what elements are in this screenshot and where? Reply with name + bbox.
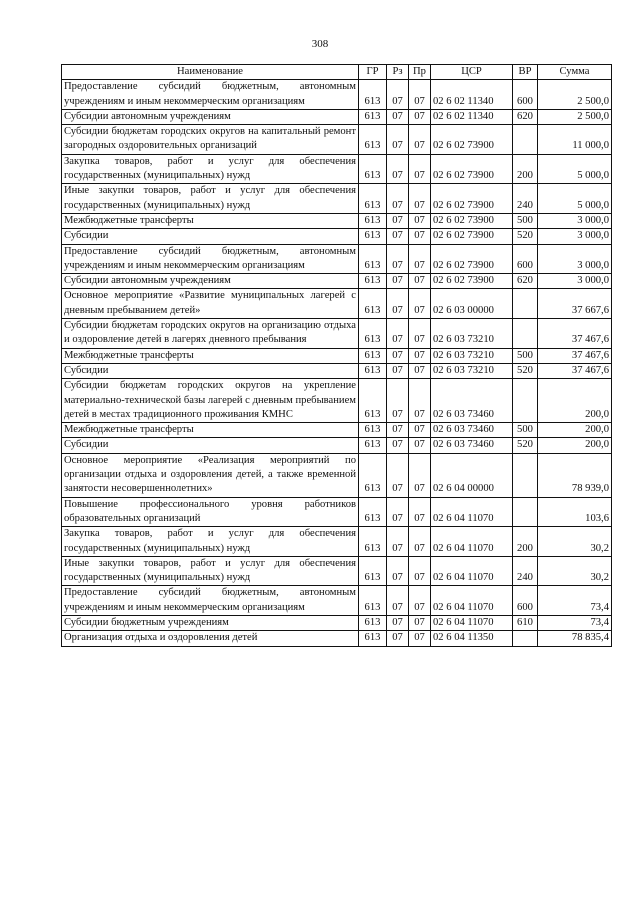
cell-sum: 30,2 (538, 556, 612, 586)
cell-name: Предоставление субсидий бюджетным, автономным учреждениям и иным некоммерческим организациям (62, 244, 359, 274)
cell-rz: 07 (387, 631, 409, 646)
cell-pr: 07 (409, 229, 431, 244)
cell-gr: 613 (359, 556, 387, 586)
cell-csr: 02 6 04 11070 (431, 527, 513, 557)
cell-rz: 07 (387, 556, 409, 586)
cell-pr: 07 (409, 615, 431, 630)
cell-name: Субсидии бюджетам городских округов на капитальный ремонт загородных оздоровительных организаций (62, 125, 359, 155)
table-row (62, 213, 612, 228)
cell-name: Основное мероприятие «Реализация мероприятий по организации отдыха и оздоровления детей, а также временной занятости несовершеннолетних» (62, 453, 359, 497)
cell-sum: 30,2 (538, 527, 612, 557)
cell-csr: 02 6 04 11350 (431, 631, 513, 646)
cell-name: Субсидии автономным учреждениям (62, 274, 359, 289)
table-row (62, 274, 612, 289)
cell-sum: 5 000,0 (538, 154, 612, 184)
cell-vr (513, 125, 538, 155)
cell-sum: 2 500,0 (538, 80, 612, 110)
page-number: 308 (311, 38, 329, 50)
cell-vr: 500 (513, 423, 538, 438)
cell-pr: 07 (409, 348, 431, 363)
cell-gr: 613 (359, 631, 387, 646)
cell-name: Повышение профессионального уровня работников образовательных организаций (62, 497, 359, 527)
cell-rz: 07 (387, 527, 409, 557)
cell-pr: 07 (409, 125, 431, 155)
cell-csr: 02 6 04 11070 (431, 556, 513, 586)
cell-pr: 07 (409, 363, 431, 378)
table-row (62, 423, 612, 438)
cell-name: Межбюджетные трансферты (62, 213, 359, 228)
cell-sum: 3 000,0 (538, 244, 612, 274)
header-vr: ВР (513, 65, 538, 80)
cell-rz: 07 (387, 125, 409, 155)
cell-csr: 02 6 03 00000 (431, 289, 513, 319)
cell-pr: 07 (409, 438, 431, 453)
cell-vr: 600 (513, 80, 538, 110)
cell-vr: 600 (513, 244, 538, 274)
cell-vr: 600 (513, 586, 538, 616)
cell-gr: 613 (359, 125, 387, 155)
table-row (62, 125, 612, 155)
cell-vr: 520 (513, 229, 538, 244)
cell-pr: 07 (409, 109, 431, 124)
cell-csr: 02 6 03 73460 (431, 379, 513, 423)
header-rz: Рз (387, 65, 409, 80)
cell-vr: 620 (513, 109, 538, 124)
cell-gr: 613 (359, 438, 387, 453)
cell-vr: 520 (513, 438, 538, 453)
cell-rz: 07 (387, 184, 409, 214)
table-row (62, 556, 612, 586)
table-row (62, 631, 612, 646)
cell-sum: 3 000,0 (538, 229, 612, 244)
cell-pr: 07 (409, 453, 431, 497)
cell-vr (513, 379, 538, 423)
cell-vr (513, 453, 538, 497)
table-row (62, 363, 612, 378)
table-row (62, 527, 612, 557)
table-row (62, 229, 612, 244)
cell-vr (513, 319, 538, 349)
cell-vr: 500 (513, 213, 538, 228)
cell-pr: 07 (409, 586, 431, 616)
cell-rz: 07 (387, 379, 409, 423)
cell-vr: 200 (513, 527, 538, 557)
table-row (62, 348, 612, 363)
cell-pr: 07 (409, 244, 431, 274)
cell-rz: 07 (387, 438, 409, 453)
cell-sum: 37 467,6 (538, 319, 612, 349)
header-gr: ГР (359, 65, 387, 80)
cell-csr: 02 6 02 73900 (431, 125, 513, 155)
cell-rz: 07 (387, 109, 409, 124)
table-row (62, 244, 612, 274)
table-row (62, 154, 612, 184)
cell-csr: 02 6 03 73210 (431, 319, 513, 349)
cell-gr: 613 (359, 319, 387, 349)
cell-name: Предоставление субсидий бюджетным, автономным учреждениям и иным некоммерческим организациям (62, 80, 359, 110)
cell-gr: 613 (359, 586, 387, 616)
table-row (62, 319, 612, 349)
cell-sum: 78 939,0 (538, 453, 612, 497)
cell-name: Субсидии бюджетам городских округов на организацию отдыха и оздоровление детей в лагерях дневного пребывания (62, 319, 359, 349)
header-name: Наименование (62, 65, 359, 80)
header-pr: Пр (409, 65, 431, 80)
table-row (62, 586, 612, 616)
cell-csr: 02 6 02 73900 (431, 244, 513, 274)
cell-csr: 02 6 03 73210 (431, 363, 513, 378)
cell-csr: 02 6 02 73900 (431, 213, 513, 228)
cell-gr: 613 (359, 527, 387, 557)
cell-pr: 07 (409, 80, 431, 110)
cell-gr: 613 (359, 80, 387, 110)
cell-csr: 02 6 03 73210 (431, 348, 513, 363)
cell-rz: 07 (387, 229, 409, 244)
cell-sum: 3 000,0 (538, 213, 612, 228)
cell-pr: 07 (409, 184, 431, 214)
table-row (62, 438, 612, 453)
cell-vr: 240 (513, 556, 538, 586)
cell-pr: 07 (409, 527, 431, 557)
cell-name: Субсидии бюджетным учреждениям (62, 615, 359, 630)
cell-csr: 02 6 02 73900 (431, 184, 513, 214)
table-row (62, 453, 612, 497)
cell-pr: 07 (409, 319, 431, 349)
cell-sum: 11 000,0 (538, 125, 612, 155)
cell-rz: 07 (387, 423, 409, 438)
cell-csr: 02 6 04 11070 (431, 497, 513, 527)
cell-name: Субсидии бюджетам городских округов на укрепление материально-технической базы лагерей с дневным пребыванием детей в местах традиционного проживания КМНС (62, 379, 359, 423)
cell-csr: 02 6 03 73460 (431, 423, 513, 438)
table-row (62, 379, 612, 423)
cell-name: Межбюджетные трансферты (62, 423, 359, 438)
cell-name: Субсидии (62, 438, 359, 453)
cell-rz: 07 (387, 453, 409, 497)
table-row (62, 497, 612, 527)
cell-name: Закупка товаров, работ и услуг для обеспечения государственных (муниципальных) нужд (62, 527, 359, 557)
cell-csr: 02 6 02 73900 (431, 274, 513, 289)
header-csr: ЦСР (431, 65, 513, 80)
cell-sum: 73,4 (538, 586, 612, 616)
cell-csr: 02 6 02 73900 (431, 229, 513, 244)
cell-vr (513, 289, 538, 319)
cell-sum: 200,0 (538, 379, 612, 423)
cell-gr: 613 (359, 229, 387, 244)
table-row (62, 289, 612, 319)
cell-sum: 5 000,0 (538, 184, 612, 214)
cell-csr: 02 6 02 11340 (431, 80, 513, 110)
cell-pr: 07 (409, 556, 431, 586)
budget-table (61, 64, 612, 647)
table-body (62, 80, 612, 646)
cell-rz: 07 (387, 274, 409, 289)
cell-gr: 613 (359, 497, 387, 527)
cell-vr (513, 631, 538, 646)
cell-gr: 613 (359, 363, 387, 378)
cell-rz: 07 (387, 586, 409, 616)
cell-vr (513, 497, 538, 527)
cell-rz: 07 (387, 289, 409, 319)
cell-sum: 78 835,4 (538, 631, 612, 646)
cell-name: Предоставление субсидий бюджетным, автономным учреждениям и иным некоммерческим организациям (62, 586, 359, 616)
cell-pr: 07 (409, 379, 431, 423)
cell-name: Основное мероприятие «Развитие муниципальных лагерей с дневным пребыванием детей» (62, 289, 359, 319)
cell-pr: 07 (409, 274, 431, 289)
header-sum: Сумма (538, 65, 612, 80)
cell-sum: 3 000,0 (538, 274, 612, 289)
cell-rz: 07 (387, 319, 409, 349)
cell-sum: 2 500,0 (538, 109, 612, 124)
cell-csr: 02 6 02 73900 (431, 154, 513, 184)
table-row (62, 184, 612, 214)
cell-sum: 200,0 (538, 438, 612, 453)
cell-name: Субсидии автономным учреждениям (62, 109, 359, 124)
cell-pr: 07 (409, 289, 431, 319)
cell-csr: 02 6 04 00000 (431, 453, 513, 497)
cell-sum: 37 667,6 (538, 289, 612, 319)
cell-gr: 613 (359, 244, 387, 274)
cell-vr: 200 (513, 154, 538, 184)
cell-rz: 07 (387, 497, 409, 527)
cell-gr: 613 (359, 615, 387, 630)
cell-gr: 613 (359, 289, 387, 319)
cell-pr: 07 (409, 154, 431, 184)
cell-name: Субсидии (62, 363, 359, 378)
cell-gr: 613 (359, 423, 387, 438)
cell-gr: 613 (359, 184, 387, 214)
cell-sum: 103,6 (538, 497, 612, 527)
cell-gr: 613 (359, 213, 387, 228)
cell-vr: 500 (513, 348, 538, 363)
cell-gr: 613 (359, 109, 387, 124)
cell-name: Иные закупки товаров, работ и услуг для обеспечения государственных (муниципальных) нужд (62, 184, 359, 214)
cell-pr: 07 (409, 497, 431, 527)
cell-vr: 610 (513, 615, 538, 630)
cell-rz: 07 (387, 154, 409, 184)
cell-gr: 613 (359, 348, 387, 363)
cell-gr: 613 (359, 154, 387, 184)
cell-vr: 240 (513, 184, 538, 214)
cell-rz: 07 (387, 363, 409, 378)
cell-csr: 02 6 02 11340 (431, 109, 513, 124)
cell-sum: 73,4 (538, 615, 612, 630)
cell-rz: 07 (387, 80, 409, 110)
cell-rz: 07 (387, 615, 409, 630)
cell-name: Иные закупки товаров, работ и услуг для обеспечения государственных (муниципальных) нужд (62, 556, 359, 586)
cell-rz: 07 (387, 213, 409, 228)
cell-rz: 07 (387, 244, 409, 274)
cell-name: Межбюджетные трансферты (62, 348, 359, 363)
cell-sum: 37 467,6 (538, 363, 612, 378)
cell-csr: 02 6 03 73460 (431, 438, 513, 453)
cell-csr: 02 6 04 11070 (431, 615, 513, 630)
cell-sum: 37 467,6 (538, 348, 612, 363)
cell-name: Организация отдыха и оздоровления детей (62, 631, 359, 646)
cell-gr: 613 (359, 274, 387, 289)
cell-vr: 520 (513, 363, 538, 378)
cell-rz: 07 (387, 348, 409, 363)
cell-pr: 07 (409, 213, 431, 228)
table-row (62, 80, 612, 110)
cell-pr: 07 (409, 631, 431, 646)
cell-name: Субсидии (62, 229, 359, 244)
cell-gr: 613 (359, 379, 387, 423)
cell-csr: 02 6 04 11070 (431, 586, 513, 616)
table-row (62, 615, 612, 630)
header-row (62, 65, 612, 80)
cell-gr: 613 (359, 453, 387, 497)
cell-pr: 07 (409, 423, 431, 438)
cell-vr: 620 (513, 274, 538, 289)
table-row (62, 109, 612, 124)
cell-name: Закупка товаров, работ и услуг для обеспечения государственных (муниципальных) нужд (62, 154, 359, 184)
cell-sum: 200,0 (538, 423, 612, 438)
